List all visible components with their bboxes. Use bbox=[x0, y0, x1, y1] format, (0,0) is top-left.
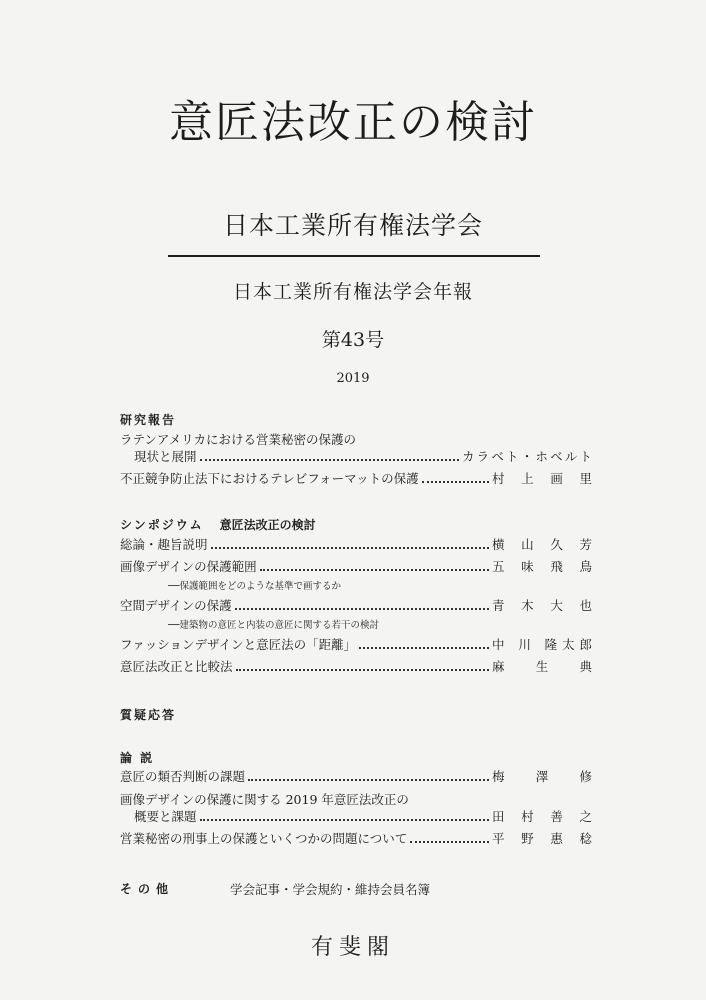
toc-entry bbox=[120, 469, 592, 487]
toc-item-title: 営業秘密の刑事上の保護といくつかの問題について bbox=[120, 831, 408, 846]
toc-entry bbox=[120, 635, 592, 653]
toc-item-title: 画像デザインの保護範囲 bbox=[120, 559, 257, 574]
leader-dots bbox=[236, 669, 489, 671]
toc-entry bbox=[120, 767, 592, 785]
toc-entry bbox=[134, 447, 592, 465]
toc-entry bbox=[120, 596, 592, 614]
leader-dots bbox=[211, 547, 489, 549]
other-contents: 学会記事・学会規約・維持会員名簿 bbox=[230, 882, 431, 897]
toc-item-author: 横 山 久 芳 bbox=[492, 537, 592, 552]
toc-item-subtitle: ──保護範囲をどのような基準で画するか bbox=[168, 581, 341, 592]
toc-item-title: 空間デザインの保護 bbox=[120, 598, 232, 613]
toc-item-title: 画像デザインの保護に関する 2019 年意匠法改正の bbox=[120, 792, 409, 807]
toc-item-title: 総論・趣旨説明 bbox=[120, 537, 208, 552]
toc-item-title: 意匠法改正と比較法 bbox=[120, 659, 233, 674]
leader-dots bbox=[260, 569, 489, 571]
toc-item-author: 中 川 隆太郎 bbox=[492, 637, 592, 652]
toc-item-author: カラベト・ホベルト bbox=[462, 449, 592, 464]
issue-number: 第43号 bbox=[321, 329, 385, 351]
toc-entry bbox=[120, 829, 592, 847]
leader-dots bbox=[359, 647, 489, 649]
section-heading-research: 研究報告 bbox=[120, 413, 177, 427]
toc-item-author: 平 野 惠 稔 bbox=[492, 831, 592, 846]
section-heading-articles: 論 説 bbox=[120, 751, 155, 765]
toc-item-author: 村 上 画 里 bbox=[492, 471, 592, 486]
book-title: 意匠法改正の検討 bbox=[169, 97, 537, 148]
toc-item-author: 五 味 飛 鳥 bbox=[492, 559, 592, 574]
toc-item-title: ラテンアメリカにおける営業秘密の保護の bbox=[120, 432, 357, 447]
leader-dots bbox=[410, 841, 489, 843]
annual-report-name: 日本工業所有権法学会年報 bbox=[232, 281, 473, 303]
section-heading-label: シンポジウム bbox=[120, 518, 204, 532]
toc-item-author: 田 村 善 之 bbox=[492, 809, 592, 824]
leader-dots bbox=[235, 608, 489, 610]
toc-entry bbox=[134, 807, 592, 825]
leader-dots bbox=[422, 481, 489, 483]
toc-item-subtitle: ──建築物の意匠と内装の意匠に関する若干の検討 bbox=[168, 620, 379, 631]
society-name: 日本工業所有権法学会 bbox=[222, 211, 483, 240]
publication-year: 2019 bbox=[336, 371, 370, 386]
toc-item-title: 概要と課題 bbox=[134, 809, 197, 824]
toc-item-title: 意匠の類否判断の課題 bbox=[120, 769, 246, 784]
toc-item-author: 麻 生 典 bbox=[492, 659, 592, 674]
section-heading-symposium bbox=[120, 516, 316, 533]
toc-item-author: 梅 澤 修 bbox=[492, 769, 592, 784]
section-heading-other: その他 bbox=[120, 882, 175, 896]
section-heading-qa: 質疑応答 bbox=[120, 708, 177, 722]
toc-item-title: 現状と展開 bbox=[134, 449, 197, 464]
horizontal-rule bbox=[168, 255, 540, 257]
toc-item-title: ファッションデザインと意匠法の「距離」 bbox=[120, 637, 357, 652]
leader-dots bbox=[200, 459, 459, 461]
symposium-theme: 意匠法改正の検討 bbox=[219, 518, 316, 532]
toc-entry bbox=[120, 557, 592, 575]
toc-entry bbox=[120, 535, 592, 553]
leader-dots bbox=[200, 819, 489, 821]
leader-dots bbox=[248, 779, 489, 781]
toc-entry bbox=[120, 657, 592, 675]
publisher-name: 有斐閣 bbox=[310, 935, 395, 960]
toc-item-title: 不正競争防止法下におけるテレビフォーマットの保護 bbox=[120, 471, 419, 486]
toc-item-author: 青 木 大 也 bbox=[492, 598, 592, 613]
